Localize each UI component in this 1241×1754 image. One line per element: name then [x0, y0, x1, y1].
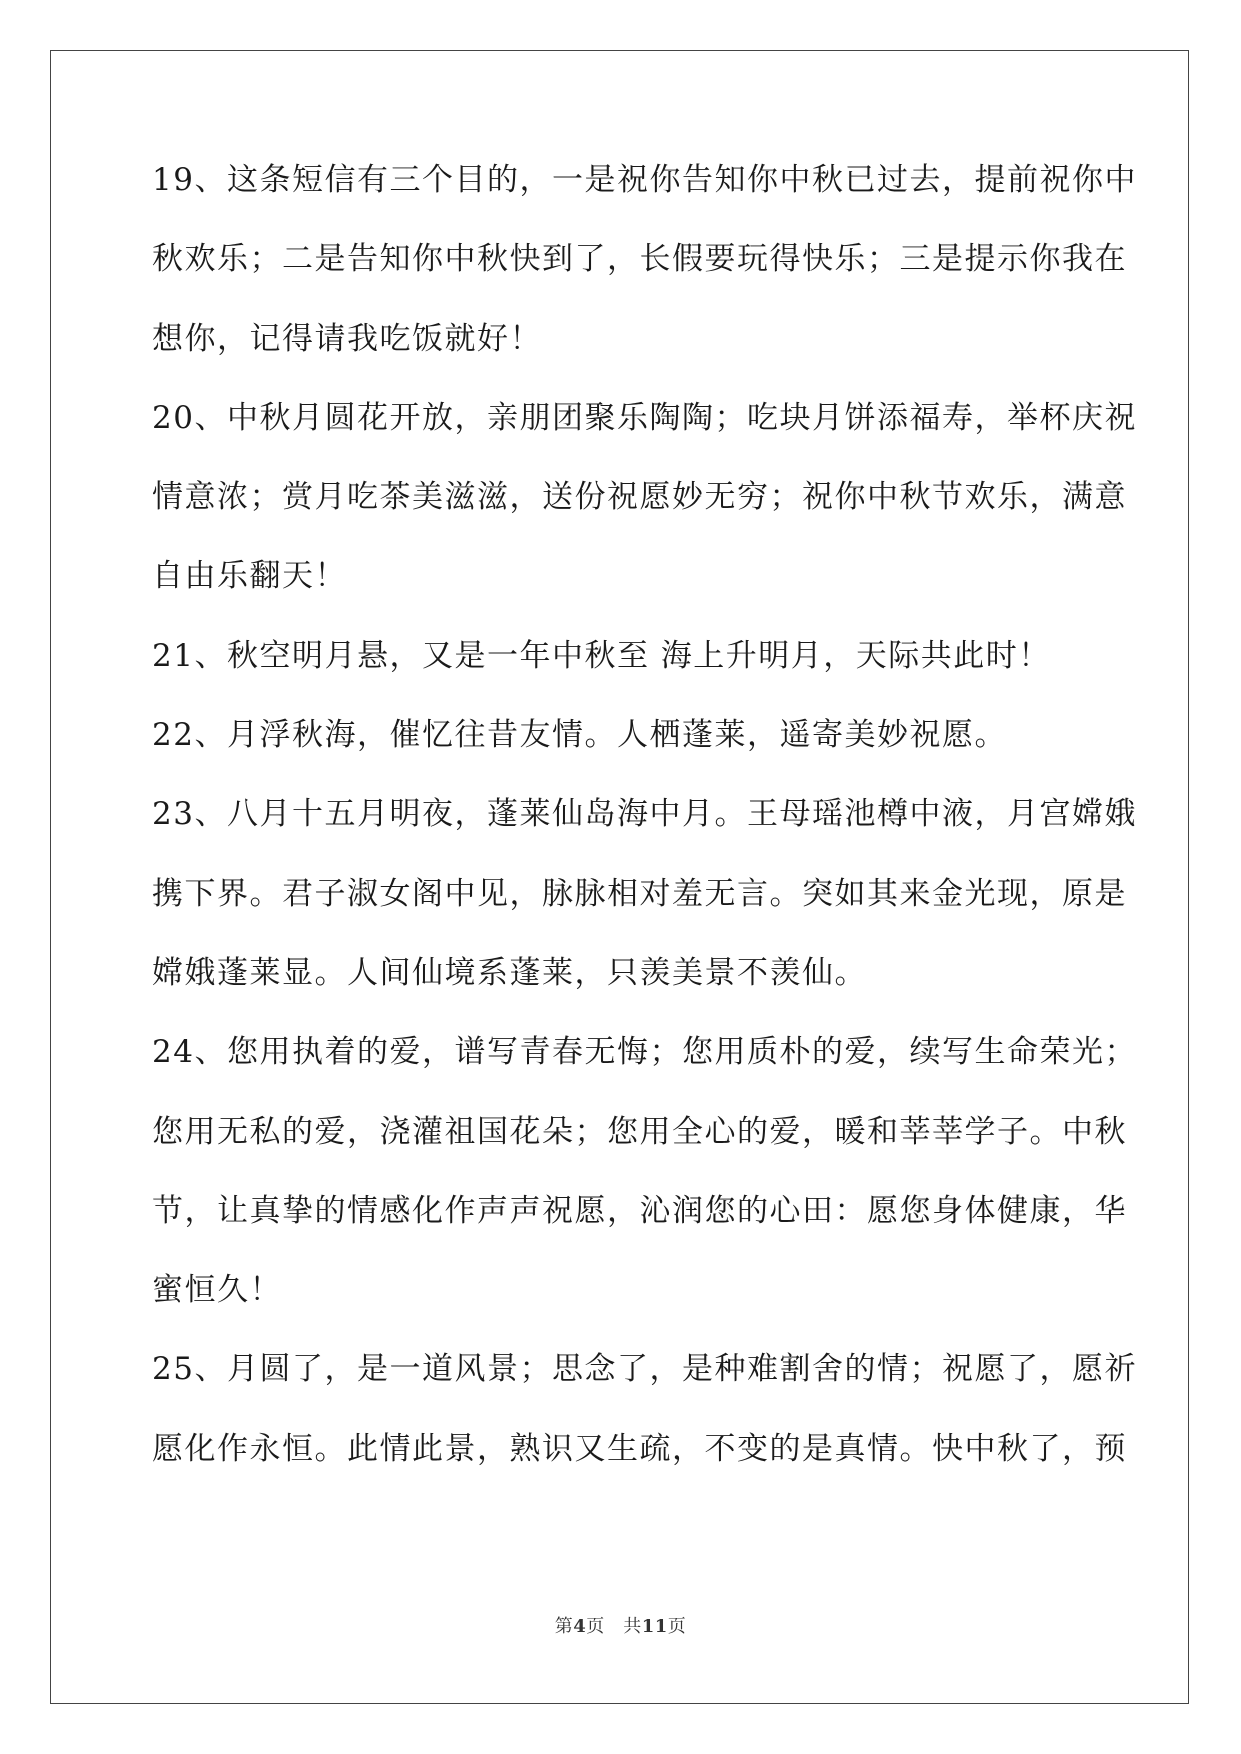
text-line: 携下界。君子淑女阁中见，脉脉相对羞无言。突如其来金光现，原是 [152, 875, 1127, 912]
text-line: 愿化作永恒。此情此景，熟识又生疏，不变的是真情。快中秋了，预 [152, 1430, 1127, 1467]
text-line: 21、秋空明月悬，又是一年中秋至 海上升明月，天际共此时！ [152, 637, 1051, 674]
text-line: 19、这条短信有三个目的，一是祝你告知你中秋已过去，提前祝你中 [152, 162, 1137, 198]
text-line: 23、八月十五月明夜，蓬莱仙岛海中月。王母瑶池樽中液，月宫嫦娥 [152, 796, 1137, 833]
footer-prefix: 第 [554, 1616, 574, 1637]
text-line: 22、月浮秋海，催忆往昔友情。人栖蓬莱，遥寄美妙祝愿。 [152, 717, 1007, 754]
text-line: 25、月圆了，是一道风景；思念了，是种难割舍的情；祝愿了，愿祈 [152, 1351, 1137, 1388]
text-line: 24、您用执着的爱，谱写青春无悔；您用质朴的爱，续写生命荣光； [152, 1034, 1137, 1071]
text-line: 蜜恒久！ [152, 1272, 282, 1309]
current-page-number: 4 [573, 1616, 587, 1637]
text-line: 嫦娥蓬莱显。人间仙境系蓬莱，只羡美景不羡仙。 [152, 954, 867, 991]
footer-mid: 页 共 [586, 1616, 642, 1637]
text-line: 您用无私的爱，浇灌祖国花朵；您用全心的爱，暖和莘莘学子。中秋 [152, 1113, 1127, 1150]
text-line: 情意浓；赏月吃茶美滋滋，送份祝愿妙无穷；祝你中秋节欢乐，满意 [152, 479, 1127, 516]
text-line: 自由乐翻天！ [152, 558, 347, 595]
document-body [152, 160, 1137, 1508]
footer-suffix: 页 [667, 1616, 687, 1637]
text-line: 节，让真挚的情感化作声声祝愿，沁润您的心田：愿您身体健康，华 [152, 1192, 1127, 1229]
text-line: 想你，记得请我吃饭就好！ [152, 320, 542, 357]
text-line: 秋欢乐；二是告知你中秋快到了，长假要玩得快乐；三是提示你我在 [152, 241, 1127, 278]
total-page-count: 11 [641, 1616, 668, 1637]
page-footer [0, 1612, 1241, 1638]
text-line: 20、中秋月圆花开放，亲朋团聚乐陶陶；吃块月饼添福寿，举杯庆祝 [152, 399, 1137, 436]
